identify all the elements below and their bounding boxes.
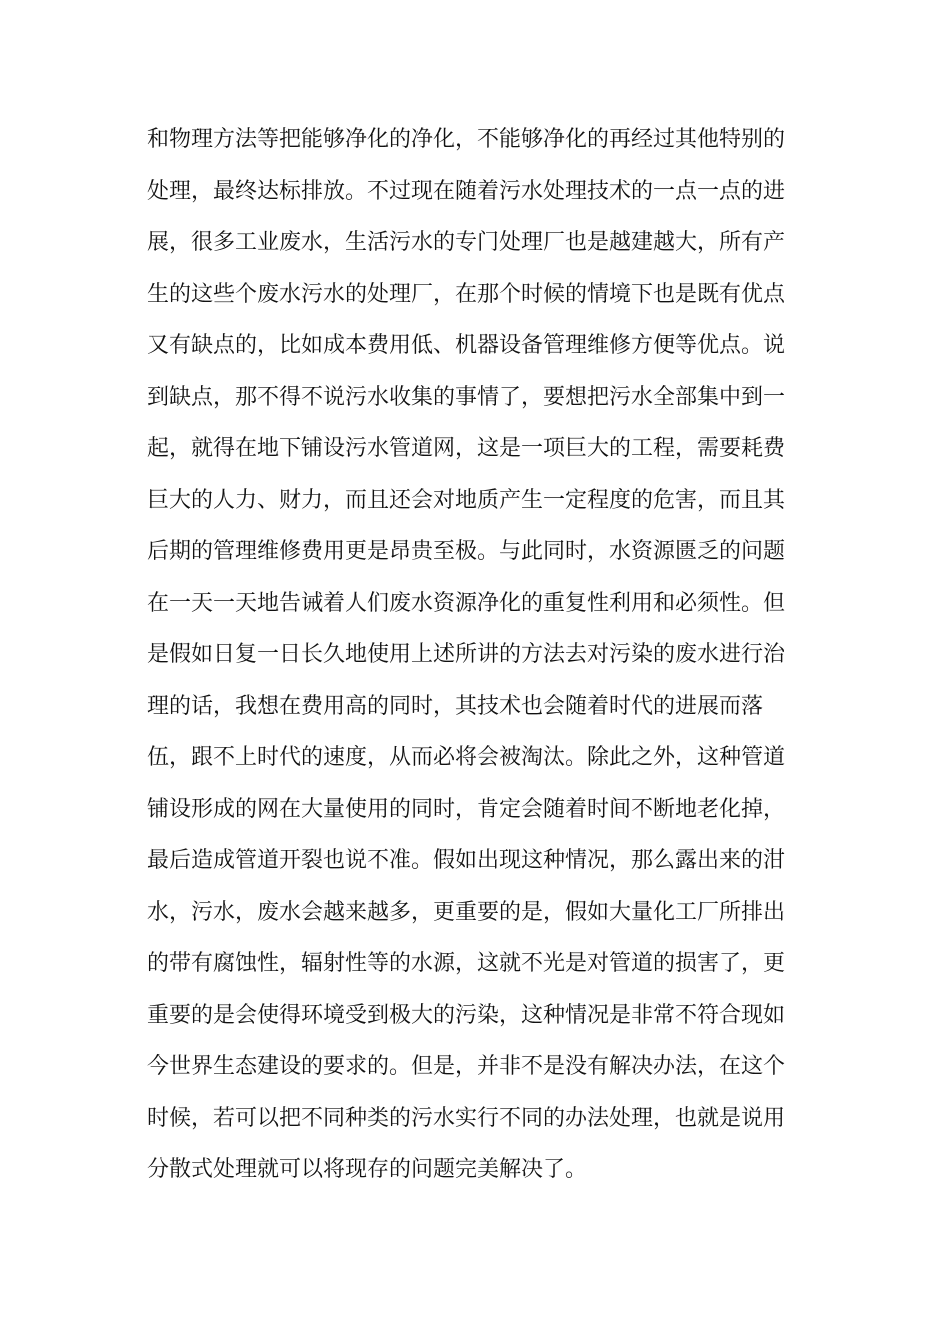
text-line-16: 水，污水，废水会越来越多，更重要的是，假如大量化工厂所排出 xyxy=(147,899,786,925)
text-line-14: 铺设形成的网在大量使用的同时，肯定会随着时间不断地老化掉， xyxy=(147,796,786,822)
text-line-6: 到缺点，那不得不说污水收集的事情了，要想把污水全部集中到一 xyxy=(147,384,786,410)
text-line-2: 处理，最终达标排放。不过现在随着污水处理技术的一点一点的进 xyxy=(147,178,786,204)
text-line-1: 和物理方法等把能够净化的净化，不能够净化的再经过其他特别的 xyxy=(147,127,786,152)
text-line-19: 今世界生态建设的要求的。但是，并非不是没有解决办法，在这个 xyxy=(147,1054,786,1079)
text-line-5: 又有缺点的，比如成本费用低、机器设备管理维修方便等优点。说 xyxy=(147,333,786,358)
text-line-3: 展，很多工业废水，生活污水的专门处理厂也是越建越大，所有产 xyxy=(147,230,786,255)
body-paragraph xyxy=(147,114,807,1196)
text-line-17: 的带有腐蚀性，辐射性等的水源，这就不光是对管道的损害了，更 xyxy=(147,951,786,976)
text-line-21: 分散式处理就可以将现存的问题完美解决了。 xyxy=(147,1157,588,1182)
text-line-4: 生的这些个废水污水的处理厂，在那个时候的情境下也是既有优点 xyxy=(147,281,786,307)
text-line-10: 在一天一天地告诫着人们废水资源净化的重复性利用和必须性。但 xyxy=(147,590,786,616)
text-line-11: 是假如日复一日长久地使用上述所讲的方法去对污染的废水进行治 xyxy=(147,642,786,667)
text-line-13: 伍，跟不上时代的速度，从而必将会被淘汰。除此之外，这种管道 xyxy=(147,745,786,770)
text-line-7: 起，就得在地下铺设污水管道网，这是一项巨大的工程，需要耗费 xyxy=(147,436,786,461)
text-line-8: 巨大的人力、财力，而且还会对地质产生一定程度的危害，而且其 xyxy=(147,487,786,513)
text-line-12: 理的话，我想在费用高的同时，其技术也会随着时代的进展而落 xyxy=(147,693,764,719)
text-line-9: 后期的管理维修费用更是昂贵至极。与此同时，水资源匮乏的问题 xyxy=(147,539,786,564)
text-line-15: 最后造成管道开裂也说不准。假如出现这种情况，那么露出来的泔 xyxy=(147,848,786,873)
text-line-18: 重要的是会使得环境受到极大的污染，这种情况是非常不符合现如 xyxy=(147,1002,786,1028)
text-line-20: 时候，若可以把不同种类的污水实行不同的办法处理，也就是说用 xyxy=(147,1105,786,1131)
